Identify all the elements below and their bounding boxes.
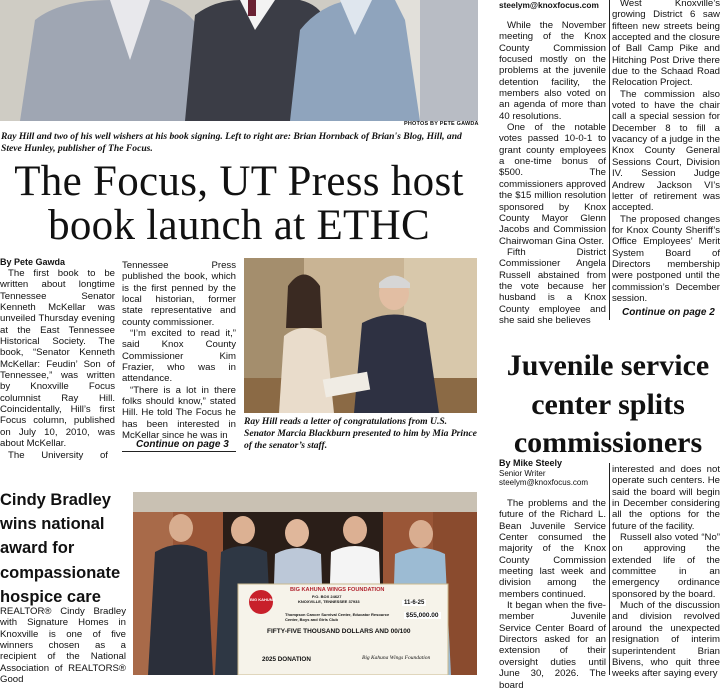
focus-continue-rule xyxy=(122,451,236,452)
headline-focus-line2: book launch at ETHC xyxy=(48,202,430,249)
juvenile-col1-p2: It began when the five-member Juvenile Service Center Board of Directors asked for an extension of their oversight duties until June 30, 2026. The board xyxy=(499,600,606,691)
mid-photo xyxy=(244,258,477,413)
juvenile-col-divider xyxy=(609,463,610,675)
top-photo xyxy=(0,0,478,121)
juvenile-headline-line3: commissioners xyxy=(513,426,703,459)
check-amount: $55,000.00 xyxy=(406,612,439,619)
right-col1 xyxy=(499,20,606,326)
focus-col1 xyxy=(0,268,115,461)
bradley-body-text: REALTOR® Cindy Bradley with Signature Homes in Knoxville is one of five winners chosen as a recipient of the National Association of REALTORS® Good xyxy=(0,606,126,686)
headline-focus xyxy=(0,160,478,248)
check-address1: P.O. BOX 24627 xyxy=(312,594,342,599)
top-photo-caption: Ray Hill and two of his well wishers at his book signing. Left to right are: Brian Hornback of Brian's Blog, Hill, and Steve Hunley, publisher of The Focus. xyxy=(1,131,462,154)
check-payto: Thompson Cancer Survival Center, Educator Resource Center, Boys and Girls Club xyxy=(285,612,390,622)
focus-col2-p1: Tennessee Press published the book, which is the first penned by the local historian, former state representative and county commissioner. xyxy=(122,260,236,328)
right-col1-p3: Fifth District Commissioner Angela Russell abstained from the vote because her husband is a Knox County employee and she said she believes xyxy=(499,246,606,326)
right-col-divider xyxy=(609,0,610,320)
right-email: steelym@knoxfocus.com xyxy=(499,0,599,10)
right-continue-link[interactable]: Continue on page 2 xyxy=(622,307,715,318)
check-amount-words: FIFTY-FIVE THOUSAND DOLLARS AND 00/100 xyxy=(267,628,411,635)
focus-col2-p2: “I’m excited to read it,” said Knox County Commissioner Kim Frazier, who was in attendance. xyxy=(122,328,236,385)
right-col2 xyxy=(612,0,720,304)
right-col2-p3: The proposed changes for Knox County Sheriff’s Office Employees’ Merit System Board of Directors membership were postponed until the commission’s December session. xyxy=(612,213,720,304)
headline-focus-line1: The Focus, UT Press host xyxy=(14,158,464,205)
right-col2-p2: The commission also voted to have the chair call a special session for December 8 to fill a vacancy of a judge in the Knox County General Sessions Court, Division IV. Session Judge Andrew Jackson VI’s letter of retirement was accepted. xyxy=(612,88,720,214)
juvenile-col1-p1: The problems and the future of the Richard L. Bean Juvenile Service Center consumed the majority of the Knox County Commission meeting last week and division among the members continued. xyxy=(499,498,606,600)
right-col2-p1: West Knoxville’s growing District 6 saw fifteen new streets being accepted and the closure of Ball Camp Pike and Hitching Post Drive there due to the Schaad Road Relocation Project. xyxy=(612,0,720,89)
check-date: 11-6-25 xyxy=(404,600,425,606)
focus-col1-text: The first book to be written about longtime Tennessee Senator Kenneth McKellar was unveiled Thursday evening at the East Tennessee Historical Society. The book, “Senator Kenneth McKellar: Feudin’ Son of Tennessee,” was written by Knoxville Focus columnist Ray Hill. Coincidentally, Hill’s first Focus column, published on July 10, 2010, was about McKellar. xyxy=(0,268,115,450)
bradley-headline: Cindy Bradley wins national award for compassionate hospice care xyxy=(0,491,121,606)
juvenile-col2-p1: interested and does not operate such centers. He said the board will begin in December considering all the options for the future of the facility. xyxy=(612,464,720,532)
check-memo: 2025 DONATION xyxy=(262,656,311,663)
focus-byline: By Pete Gawda xyxy=(0,257,66,267)
juvenile-col2-p3: Much of the discussion and division revolved around the unexpected resignation of interim superintendent Brian Bivens, who quit three weeks after saying every xyxy=(612,600,720,680)
focus-col2 xyxy=(122,260,236,442)
focus-col2-p3: “There is a lot in there folks should know,” stated Hill. He told The Focus he has been interested in McKellar since he was in xyxy=(122,384,236,442)
bradley-body xyxy=(0,606,126,685)
juvenile-email: steelym@knoxfocus.com xyxy=(499,478,589,487)
juvenile-headline xyxy=(490,347,720,463)
juvenile-col1 xyxy=(499,498,606,691)
check-logo: BIG KAHUNA xyxy=(250,597,276,602)
juvenile-byline: By Mike Steely xyxy=(499,458,563,468)
focus-continue-link[interactable]: Continue on page 3 xyxy=(136,439,229,450)
check-signature: Big Kahuna Wings Foundation xyxy=(362,655,431,661)
juvenile-col2 xyxy=(612,464,720,680)
check-address2: KNOXVILLE, TENNESSEE 37933 xyxy=(298,599,360,604)
juvenile-col2-p2: Russell also voted “No” on approving the extended life of the committee in an emergency ordinance sponsored by the board. xyxy=(612,532,720,600)
check-photo xyxy=(133,492,477,675)
juvenile-role: Senior Writer xyxy=(499,469,546,478)
right-col1-p2: One of the notable votes passed 10-0-1 to grant county employees a one-time bonus of $500. The commissioners approved the $15 million resolution sponsored by Knox County Mayor Glenn Jacobs and Commission Chairwoman Gina Oster. xyxy=(499,122,606,247)
mid-photo-caption: Ray Hill reads a letter of congratulations from U.S. Senator Marcia Blackburn presented to him by Mia Prince of the senator’s staff. xyxy=(244,416,477,451)
photo-credit: PHOTOS BY PETE GAWDA xyxy=(404,121,479,127)
juvenile-headline-line1: Juvenile service xyxy=(506,349,710,382)
focus-col1-tail: The University of xyxy=(8,449,108,461)
right-col1-p1: While the November meeting of the Knox County Commission focused mostly on the problems at the juvenile detention facility, the members also voted on an agenda of more than 40 resolutions. xyxy=(499,20,606,122)
check-org: BIG KAHUNA WINGS FOUNDATION xyxy=(290,587,385,593)
juvenile-headline-line2: center splits xyxy=(531,387,685,421)
